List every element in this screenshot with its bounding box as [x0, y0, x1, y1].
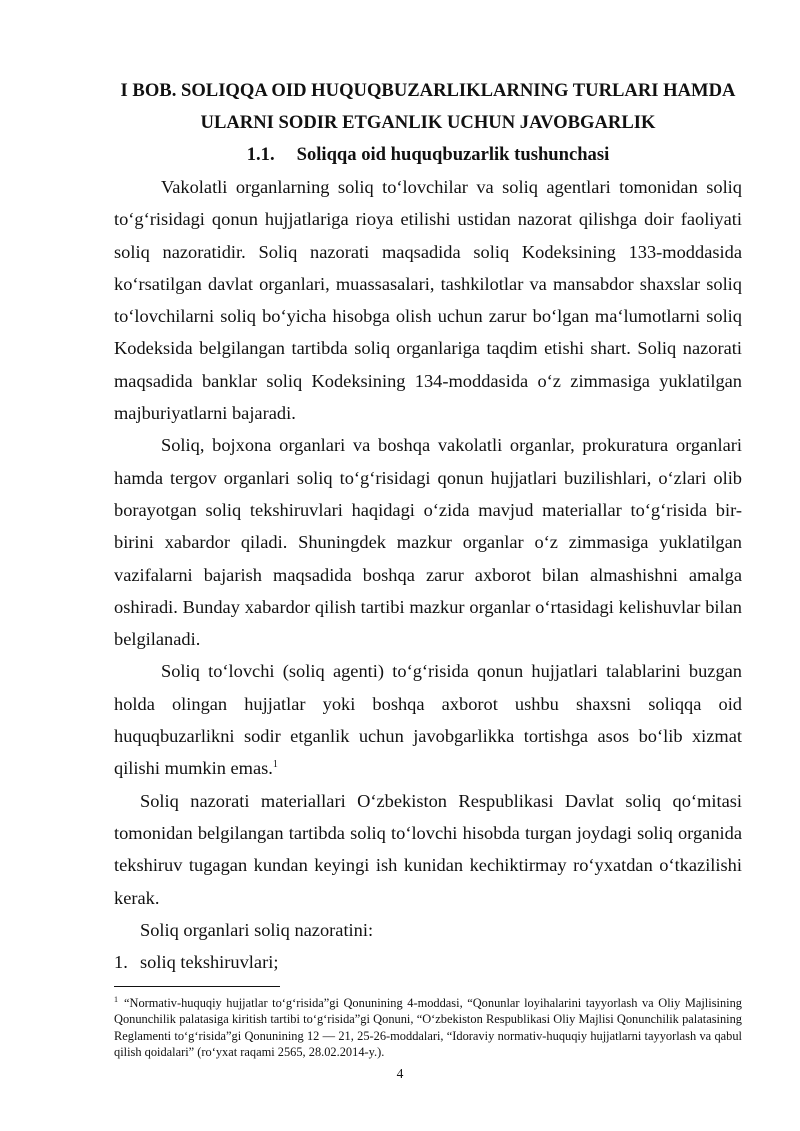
- page-number: 4: [396, 1066, 404, 1081]
- chapter-title-line-1: I BOB. SOLIQQA OID HUQUQBUZARLIKLARNING TURLARI HAMDA: [120, 80, 736, 101]
- list-item-text: soliq tekshiruvlari;: [140, 952, 279, 973]
- paragraph-1: Vakolatli organlarning soliq to‘lovchilar va soliq agentlari tomonidan soliq to‘g‘risidagi qonun hujjatlariga rioya etilishi ustidan nazorat qilishga doir faoliyati soliq nazoratidir. Soliq nazorati maqsadida soliq Kodeksining 133-moddasida ko‘rsatilgan davlat organlari, muassasalari, tashkilotlar va mansabdor shaxslar soliq to‘lovchilarni soliq bo‘yicha hisobga olish uchun zarur bo‘lgan ma‘lumotlarni soliq Kodeksida belgilangan tartibda soliq organlariga taqdim etishi shart. Soliq nazorati maqsadida banklar soliq Kodeksining 134-moddasida o‘z zimmasiga yuklatilgan majburiyatlarni bajaradi.: [114, 177, 742, 424]
- paragraph-3-text: Soliq to‘lovchi (soliq agenti) to‘g‘risida qonun hujjatlari talablarini buzgan holda olingan hujjatlar yoki boshqa axborot ushbu shaxsni soliqqa oid huquqbuzarlikni sodir etganlik uchun javobgarlikka tortishga asos bo‘lib xizmat qilishi mumkin emas.: [114, 661, 742, 779]
- footnote-reference[interactable]: 1: [272, 759, 278, 771]
- paragraph-5: Soliq organlari soliq nazoratini:: [140, 919, 374, 940]
- section-title: [114, 139, 742, 171]
- list-item-number: 1.: [114, 952, 128, 973]
- paragraph-3: [114, 655, 742, 784]
- footnote-marker: 1: [114, 995, 118, 1004]
- paragraph-4: Soliq nazorati materiallari O‘zbekiston Respublikasi Davlat soliq qo‘mitasi tomonidan belgilangan tartibda soliq to‘lovchi hisobda turgan joydagi soliq organida tekshiruv tugagan kundan keyingi ish kunidan kechiktirmay ro‘yxatdan o‘tkazilishi kerak.: [114, 790, 742, 908]
- footnote-separator: [114, 986, 280, 987]
- footnote-text: “Normativ-huquqiy hujjatlar to‘g‘risida”gi Qonunining 4-moddasi, “Qonunlar loyihalarini tayyorlash va Oliy Majlisining Qonunchilik palatasiga kiritish tartibi to‘g‘risida”gi Qonuni, “O‘zbekiston Respublikasi Oliy Majlisi Qonunchilik palatasining Reglamenti to‘g‘risida”gi Qonunining 12 — 21, 25-26-moddalari, “Idoraviy normativ-huquqiy hujjatlarni tayyorlash va qabul qilish qoidalari” (ro‘yxat raqami 2565, 28.02.2014-y.).: [114, 996, 742, 1059]
- section-number: 1.1.: [246, 144, 275, 165]
- section-title-text: Soliqqa oid huquqbuzarlik tushunchasi: [296, 144, 610, 165]
- list-item: [114, 946, 742, 978]
- footnote: [114, 992, 742, 1060]
- document-page: [114, 72, 742, 978]
- paragraph-2: Soliq, bojxona organlari va boshqa vakolatli organlar, prokuratura organlari hamda tergov organlari soliq to‘g‘risidagi qonun hujjatlari buzilishlari, o‘zlari olib borayotgan soliq tekshiruvlari haqidagi o‘zida mavjud materiallar to‘g‘risida bir-birini xabardor qiladi. Shuningdek mazkur organlar o‘z zimmasiga yuklatilgan vazifalarni bajarish maqsadida boshqa zarur axborot bilan almashishni amalga oshiradi. Bunday xabardor qilish tartibi mazkur organlar o‘rtasidagi kelishuvlar bilan belgilanadi.: [114, 435, 742, 650]
- chapter-title-line-2: ULARNI SODIR ETGANLIK UCHUN JAVOBGARLIK: [200, 112, 656, 133]
